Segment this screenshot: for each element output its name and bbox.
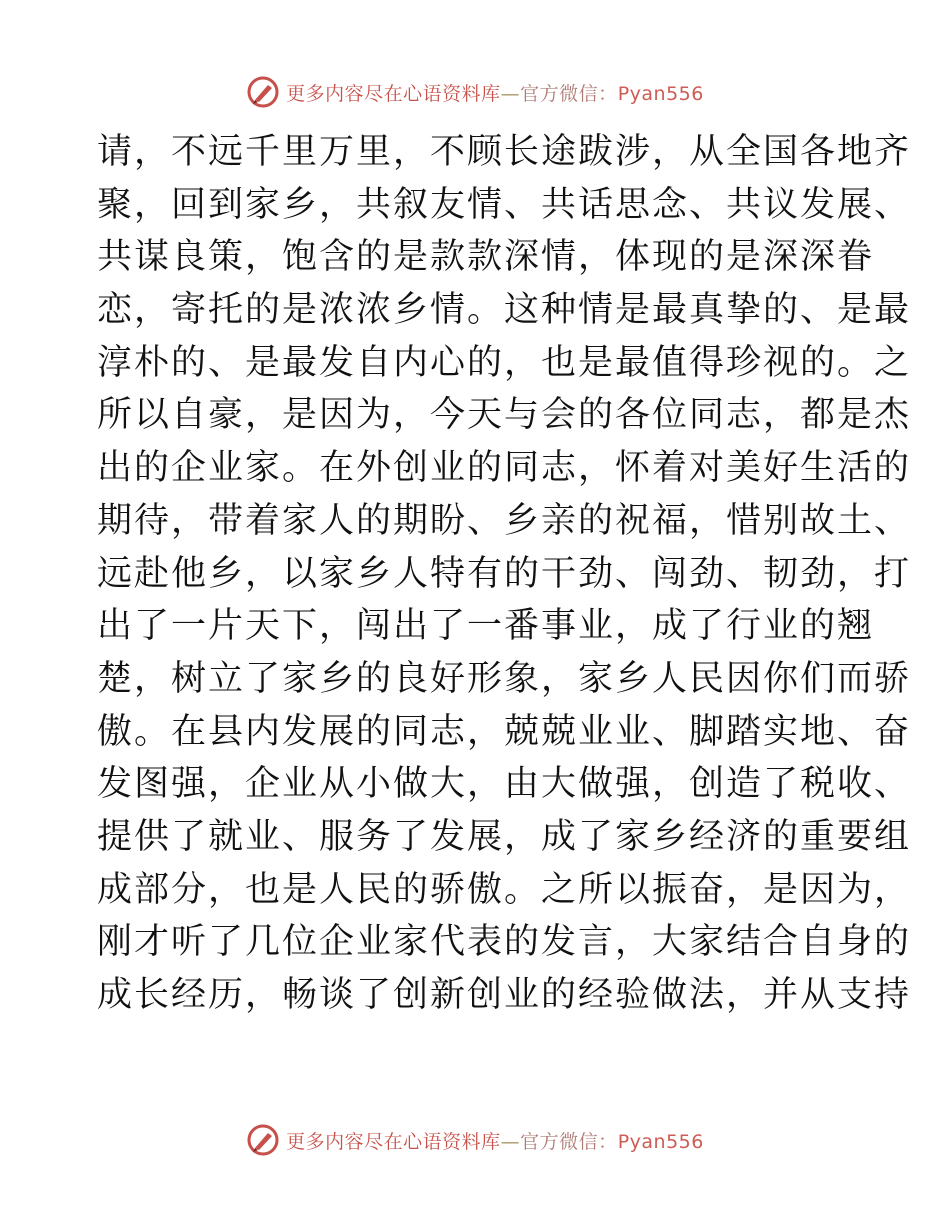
text-line: 所以自豪，是因为，今天与会的各位同志，都是杰	[97, 395, 912, 436]
banner-text	[286, 1127, 704, 1154]
banner-label: 官方微信：	[520, 82, 618, 105]
banner-prefix: 更多内容尽在心语资料库	[286, 82, 501, 105]
text-line: 傲。在县内发展的同志，兢兢业业、脚踏实地、奋	[97, 711, 912, 752]
text-line: 淳朴的、是最发自内心的，也是最值得珍视的。之	[97, 342, 912, 383]
text-line: 期待，带着家人的期盼、乡亲的祝福，惜别故土、	[97, 500, 912, 541]
text-line: 发图强，企业从小做大，由大做强，创造了税收、	[97, 764, 912, 805]
banner-prefix: 更多内容尽在心语资料库	[286, 1130, 501, 1153]
banner-separator: —	[500, 1130, 521, 1153]
banner-separator: —	[500, 82, 521, 105]
banner-text	[286, 79, 704, 106]
banner-wechat-id: Pyan556	[617, 1130, 704, 1153]
text-line: 共谋良策，饱含的是款款深情，体现的是深深眷	[97, 237, 875, 278]
text-line: 聚，回到家乡，共叙友情、共话思念、共议发展、	[97, 184, 912, 225]
text-line: 出了一片天下，闯出了一番事业，成了行业的翘	[97, 606, 875, 647]
pen-circle-icon	[246, 75, 280, 109]
banner-wechat-id: Pyan556	[617, 82, 704, 105]
banner-label: 官方微信：	[520, 1130, 618, 1153]
text-line: 成部分，也是人民的骄傲。之所以振奋，是因为，	[97, 869, 912, 910]
header-banner	[0, 72, 950, 112]
text-line: 楚，树立了家乡的良好形象，家乡人民因你们而骄	[97, 658, 912, 699]
pen-circle-icon	[246, 1123, 280, 1157]
text-line: 远赴他乡，以家乡人特有的干劲、闯劲、韧劲，打	[97, 553, 912, 594]
text-line: 请，不远千里万里，不顾长途跋涉，从全国各地齐	[97, 132, 912, 172]
text-line: 刚才听了几位企业家代表的发言，大家结合自身的	[97, 922, 912, 963]
text-line: 成长经历，畅谈了创新创业的经验做法，并从支持	[97, 975, 912, 1015]
footer-banner	[0, 1120, 950, 1160]
text-line: 提供了就业、服务了发展，成了家乡经济的重要组	[97, 816, 912, 857]
text-line: 恋，寄托的是浓浓乡情。这种情是最真挚的、是最	[97, 290, 912, 331]
document-body	[97, 126, 912, 1022]
text-line: 出的企业家。在外创业的同志，怀着对美好生活的	[97, 448, 912, 489]
